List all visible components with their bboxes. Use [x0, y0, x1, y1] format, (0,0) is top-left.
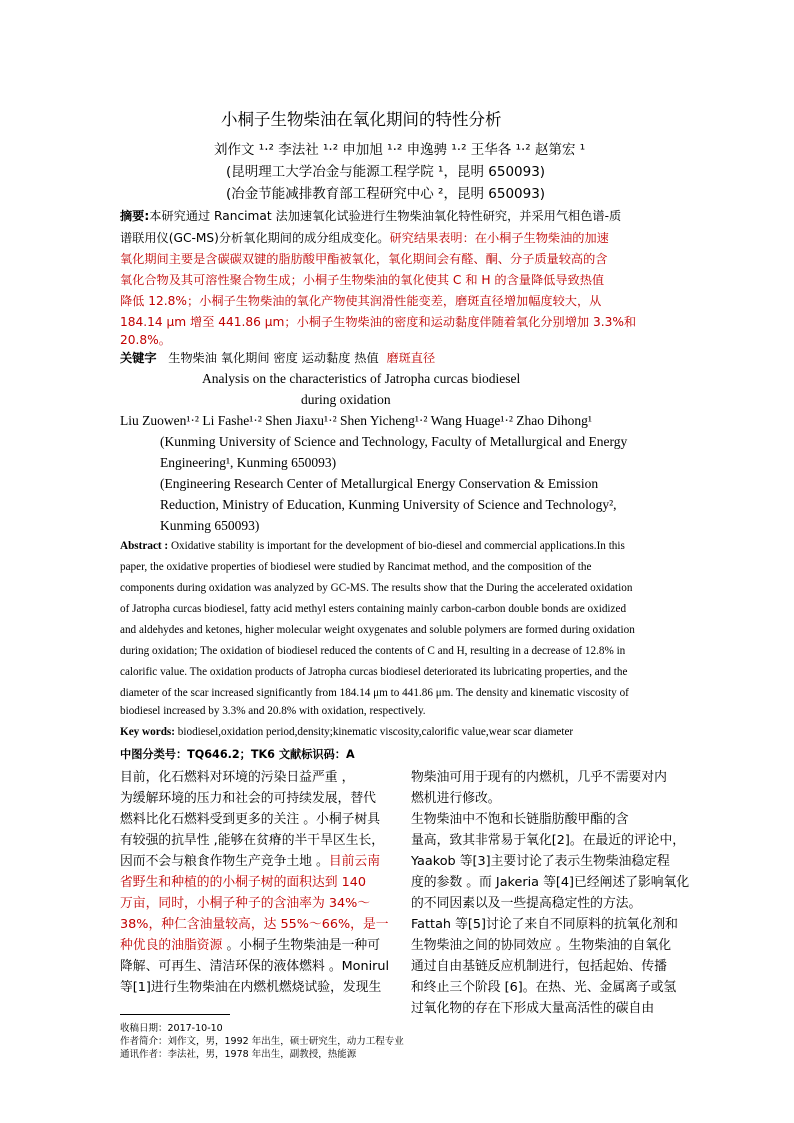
body-line: 通过自由基链反应机制进行，包括起始、传播 [411, 959, 667, 974]
keywords-en-label: Key words: [120, 726, 175, 738]
body-line: 省野生和种植的的小桐子树的面积达到 140 [120, 875, 367, 890]
body-highlight: 目前云南 [328, 854, 381, 869]
keywords-cn-items: 生物柴油 氧化期间 密度 运动黏度 热值 [168, 351, 379, 365]
keywords-cn-highlight: 磨斑直径 [386, 351, 436, 365]
body-line: 38%，种仁含油量较高，达 55%～66%，是一 [120, 917, 389, 932]
body-line [120, 934, 380, 953]
abstract-en-line: of Jatropha curcas biodiesel, fatty acid methyl esters containing mainly carbon-carbon double bonds are oxidized [120, 603, 627, 615]
abstract-en-line: calorific value. The oxidation products of Jatropha curcas biodiesel deteriorated its lubricating properties, and the [120, 666, 628, 678]
abstract-cn-text: 本研究通过 Rancimat 法加速氧化试验进行生物柴油氧化特性研究，并采用气相色谱-质 [149, 209, 622, 223]
abstract-en-line: components during oxidation was analyzed by GC-MS. The results show that the During the accelerated oxidation [120, 582, 633, 594]
abstract-en-label: Abstract : [120, 540, 169, 552]
footnote-corresponding-author: 通讯作者：李法社，男，1978 年出生，副教授，热能源 [120, 1049, 357, 1060]
body-line: 量高，致其非常易于氧化[2]。在最近的评论中， [411, 833, 686, 848]
footnote-author-bio: 作者简介：刘作文，男，1992 年出生，硕士研究生，动力工程专业 [120, 1036, 404, 1047]
footnote-received-date: 收稿日期：2017-10-10 [120, 1023, 223, 1034]
paper-title-en-line-1: Analysis on the characteristics of Jatropha curcas biodiesel [202, 371, 521, 386]
body-highlight: 种优良的油脂资源 [120, 938, 223, 953]
body-line: 目前，化石燃料对环境的污染日益严重 ， [120, 770, 355, 785]
keywords-en [120, 726, 573, 738]
keywords-cn-label: 关键字 [120, 351, 157, 365]
footnote-rule [120, 1014, 230, 1015]
authors-en: Liu Zuowen¹·² Li Fashe¹·² Shen Jiaxu¹·² Shen Yicheng¹·² Wang Huage¹·² Zhao Dihong¹ [120, 413, 592, 428]
abstract-en-line: biodiesel increased by 3.3% and 20.8% with oxidation, respectively. [120, 705, 426, 717]
abstract-en-line: paper, the oxidative properties of biodiesel were studied by Rancimat method, and the composition of the [120, 561, 592, 573]
body-text: 因而不会与粮食作物生产竞争土地 。 [120, 854, 329, 869]
body-text: 。小桐子生物柴油是一种可 [222, 938, 381, 953]
body-line: Fattah 等[5]讨论了来自不同原料的抗氧化剂和 [411, 917, 678, 932]
paper-title-cn: 小桐子生物柴油在氧化期间的特性分析 [221, 110, 502, 129]
affiliation-en-line: Reduction, Ministry of Education, Kunming University of Science and Technology², [160, 497, 617, 512]
keywords-cn [120, 349, 435, 366]
abstract-cn-text: 谱联用仪(GC-MS)分析氧化期间的成分组成变化。 [120, 231, 390, 245]
affiliation-cn-2: (冶金节能减排教育部工程研究中心 ²，昆明 650093) [226, 186, 546, 202]
abstract-en-line: diameter of the scar increased significantly from 184.14 μm to 441.86 μm. The density and kinematic viscosity of [120, 687, 629, 699]
affiliation-cn-1: (昆明理工大学冶金与能源工程学院 ¹，昆明 650093) [226, 164, 546, 180]
body-line: 燃机进行修改。 [411, 791, 501, 806]
abstract-cn-line: 氧化合物及其可溶性聚合物生成；小桐子生物柴油的氧化使其 C 和 H 的含量降低导致热值 [120, 273, 605, 287]
body-line: 生物柴油中不饱和长链脂肪酸甲酯的含 [411, 812, 629, 827]
body-line: 万亩，同时，小桐子种子的含油率为 34%～ [120, 896, 371, 911]
affiliation-en-line: Engineering¹, Kunming 650093) [160, 455, 337, 470]
abstract-en-line: and aldehydes and ketones, higher molecular weight oxygenates and soluble polymers are formed during oxidation [120, 624, 635, 636]
body-line: 和终止三个阶段 [6]。在热、光、金属离子或氢 [411, 980, 677, 995]
abstract-cn-line [120, 229, 609, 246]
abstract-cn-highlight: 研究结果表明：在小桐子生物柴油的加速 [389, 231, 609, 245]
body-line: Yaakob 等[3]主要讨论了表示生物柴油稳定程 [411, 854, 670, 869]
classification-line: 中图分类号：TQ646.2；TK6 文献标识码：A [120, 748, 355, 761]
body-line [120, 850, 380, 869]
body-line: 降解、可再生、清洁环保的液体燃料 。Monirul [120, 959, 390, 974]
paper-title-en-line-2: during oxidation [301, 392, 391, 407]
abstract-cn-line: 降低 12.8%；小桐子生物柴油的氧化产物使其润滑性能变差，磨斑直径增加幅度较大，从 [120, 294, 602, 308]
body-line: 物柴油可用于现有的内燃机，几乎不需要对内 [411, 770, 667, 785]
body-line: 的不同因素以及一些提高稳定性的方法。 [411, 896, 642, 911]
abstract-en-text: Oxidative stability is important for the development of bio-diesel and commercial applications.In this [168, 540, 625, 552]
keywords-en-items: biodiesel,oxidation period,density;kinematic viscosity,calorific value,wear scar diameter [175, 726, 574, 738]
abstract-en-line: during oxidation; The oxidation of biodiesel reduced the contents of C and H, resulting in a decrease of 12.8% in [120, 645, 626, 657]
abstract-cn-line: 20.8%。 [120, 333, 171, 347]
body-line: 有较强的抗旱性 ,能够在贫瘠的半干旱区生长， [120, 833, 385, 848]
abstract-cn-line [120, 207, 621, 224]
body-line: 为缓解环境的压力和社会的可持续发展，替代 [120, 791, 376, 806]
body-line: 等[1]进行生物柴油在内燃机燃烧试验，发现生 [120, 980, 382, 995]
body-line: 过氧化物的存在下形成大量高活性的碳自由 [411, 1001, 655, 1016]
abstract-cn-line: 氧化期间主要是含碳碳双键的脂肪酸甲酯被氧化，氧化期间会有醛、酮、分子质量较高的含 [120, 252, 608, 266]
abstract-cn-label: 摘要: [120, 209, 150, 223]
affiliation-en-line: (Engineering Research Center of Metallurgical Energy Conservation & Emission [160, 476, 599, 491]
affiliation-en-line: (Kunming University of Science and Technology, Faculty of Metallurgical and Energy [160, 434, 628, 449]
body-line: 度的参数 。而 Jakeria 等[4]已经阐述了影响氧化 [411, 875, 690, 890]
authors-cn: 刘作文 ¹·² 李法社 ¹·² 申加旭 ¹·² 申逸骋 ¹·² 王华各 ¹·² 赵第宏 ¹ [214, 142, 586, 158]
abstract-cn-line: 184.14 μm 增至 441.86 μm；小桐子生物柴油的密度和运动黏度伴随着氧化分别增加 3.3%和 [120, 315, 637, 329]
affiliation-en-line: Kunming 650093) [160, 518, 260, 533]
abstract-en-line [120, 540, 625, 552]
body-line: 燃料比化石燃料受到更多的关注 。小桐子树具 [120, 812, 381, 827]
body-line: 生物柴油之间的协同效应 。生物柴油的自氧化 [411, 938, 672, 953]
